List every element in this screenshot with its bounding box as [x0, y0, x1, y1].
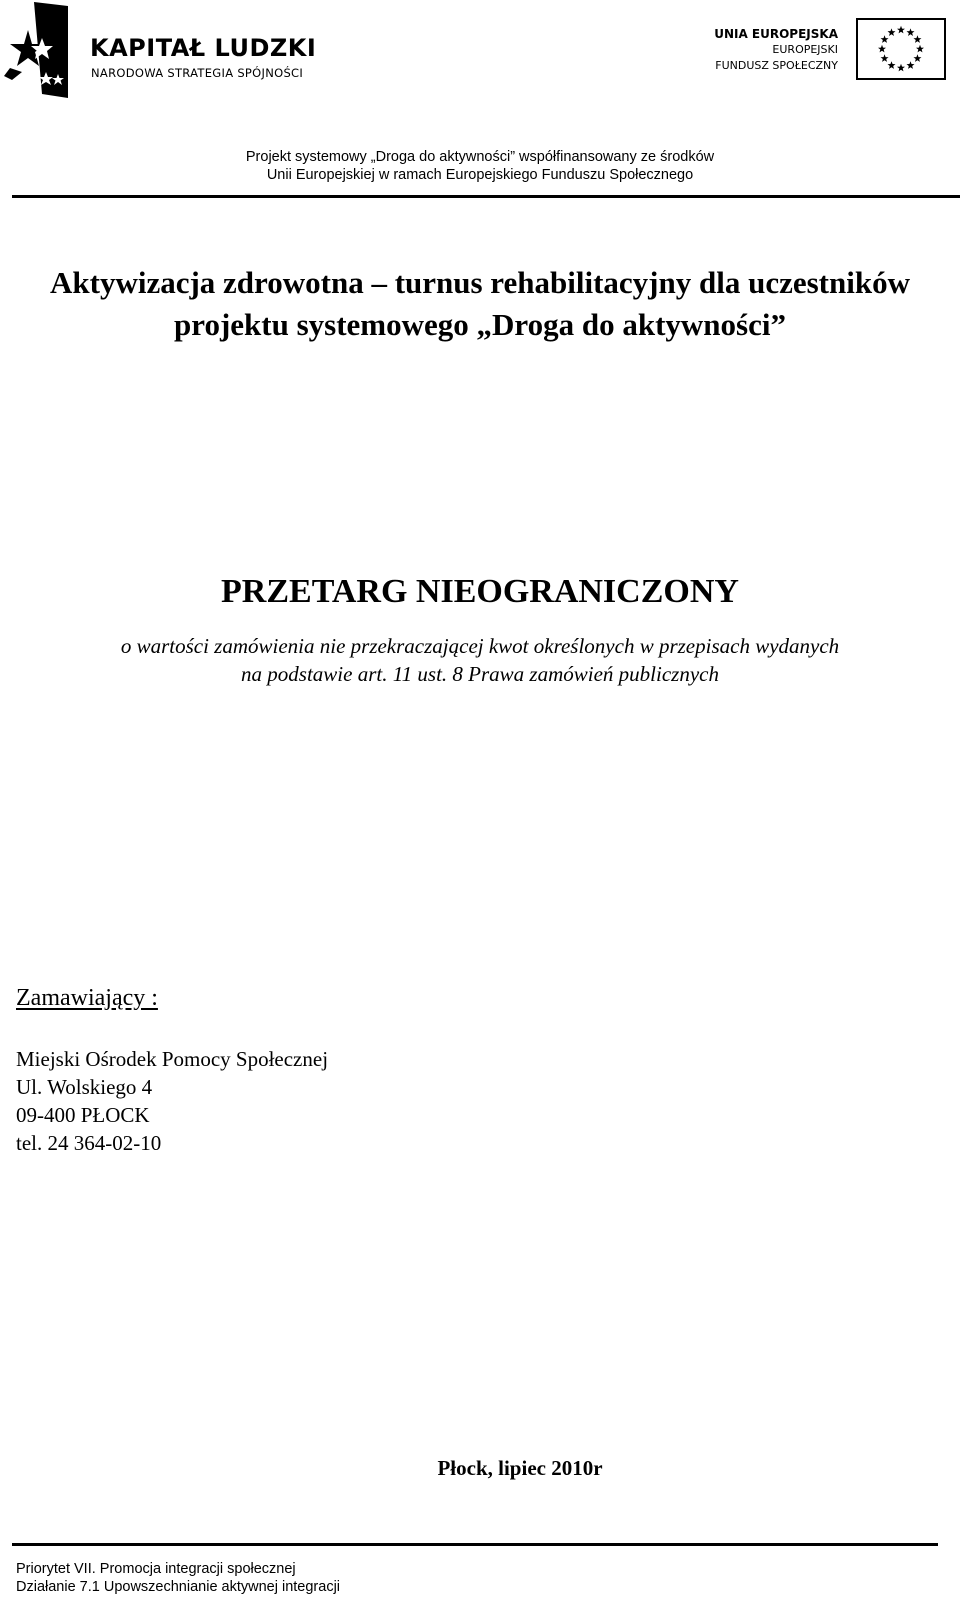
eu-star-icon: [881, 35, 889, 43]
tender-description-line: o wartości zamówienia nie przekraczającej kwot określonych w przepisach wydanych: [120, 634, 840, 658]
eu-star-icon: [913, 54, 921, 62]
eu-logo: [706, 18, 946, 82]
footer: [16, 1560, 340, 1596]
eu-star-icon: [878, 45, 886, 53]
orderer-details: [16, 1045, 328, 1157]
project-note-line: Projekt systemowy „Droga do aktywności” współfinansowany ze środków: [245, 149, 715, 165]
project-note: [0, 148, 960, 184]
place-date: Płock, lipiec 2010r: [437, 1456, 603, 1480]
orderer-city: 09-400 PŁOCK: [16, 1103, 150, 1127]
eu-star-icon: [888, 61, 896, 69]
kapital-ludzki-logo: [0, 2, 317, 102]
eu-logo-line1: UNIA EUROPEJSKA: [714, 27, 838, 41]
orderer-phone: tel. 24 364-02-10: [16, 1131, 162, 1155]
eu-star-icon: [897, 64, 905, 72]
eu-star-icon: [907, 61, 915, 69]
tender-description: [0, 632, 960, 688]
kapital-ludzki-subtitle: NARODOWA STRATEGIA SPÓJNOŚCI: [91, 66, 304, 80]
document-title-line: Aktywizacja zdrowotna – turnus rehabilitacyjny dla uczestników: [50, 265, 910, 300]
project-note-line: Unii Europejskiej w ramach Europejskiego Funduszu Społecznego: [266, 167, 694, 183]
document-title-line: projektu systemowego „Droga do aktywności”: [174, 307, 786, 342]
footer-priority: Priorytet VII. Promocja integracji społecznej: [16, 1561, 296, 1577]
eu-star-icon: [907, 28, 915, 36]
tender-description-line: na podstawie art. 11 ust. 8 Prawa zamówień publicznych: [241, 662, 719, 686]
header-divider: [12, 195, 960, 198]
eu-star-icon: [897, 26, 905, 34]
eu-star-icon: [913, 35, 921, 43]
eu-star-icon: [916, 45, 924, 53]
orderer-name: Miejski Ośrodek Pomocy Społecznej: [16, 1047, 329, 1071]
document-title: [0, 262, 960, 346]
eu-star-icon: [888, 28, 896, 36]
eu-logo-text: [714, 26, 838, 74]
eu-logo-line2: EUROPEJSKI: [772, 43, 838, 56]
eu-flag-icon: [856, 18, 946, 80]
footer-divider: [12, 1543, 938, 1546]
orderer-street: Ul. Wolskiego 4: [16, 1075, 153, 1099]
tender-type: PRZETARG NIEOGRANICZONY: [221, 573, 739, 610]
orderer-heading: Zamawiający :: [16, 985, 158, 1011]
eu-logo-line3: FUNDUSZ SPOŁECZNY: [715, 59, 838, 72]
kapital-ludzki-emblem: [2, 2, 72, 98]
footer-measure: Działanie 7.1 Upowszechnianie aktywnej integracji: [16, 1579, 341, 1595]
kapital-ludzki-title: KAPITAŁ LUDZKI: [90, 34, 317, 62]
eu-star-icon: [881, 54, 889, 62]
